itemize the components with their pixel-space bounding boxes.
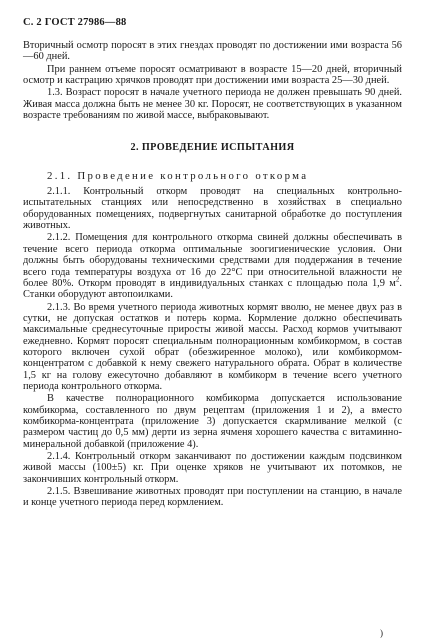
section-title: 2. ПРОВЕДЕНИЕ ИСПЫТАНИЯ (130, 142, 295, 154)
subsection-title: 2.1. Проведение контрольного откорма (47, 169, 309, 182)
paragraph-1-3: 1.3. Возраст поросят в начале учетного периода не должен превышать 90 дней. Живая масса должна быть не менее 30 кг. Поросят, не соответствующих в указанном возрасте требованиям по живой массе, выбраковывают. (23, 87, 402, 122)
paragraph-feed-alternatives: В качестве полнорационного комбикорма допускается использование комбикорма, составленного по двум рецептам (приложения 1 и 2), а вместо комбикорма-концентрата (приложение 3) допускается скармливание мелкой (с размером частиц до 0,5 мм) дерти из зерна ячменя хорошего качества с витаминно-минеральной добавкой (приложение 4). (23, 393, 402, 450)
paragraph-2-1-2 (23, 232, 402, 300)
paragraph-2-1-1: 2.1.1. Контрольный откорм проводят на специальных контрольно-испытательных станциях или непосредственно в хозяйствах в специально оборудованных помещениях, подвергнутых санитарной обработке до поступления животных. (23, 186, 402, 232)
paragraph-2-1-2-text: 2.1.2. Помещения для контрольного откорма свиней должны обеспечивать в течение всего периода откорма оптимальные зоогигиенические условия. Они должны быть оборудованы техническими средствами для поддержания в течение всего года температуры воздуха от 16 до 22°С при относительной влажности не более 80%. Откорм проводят в индивидуальных станках с площадью пола 1,9 м (23, 232, 402, 289)
document-body (23, 40, 402, 510)
paragraph-early-weaning: При раннем отъеме поросят осматривают в возрасте 15—20 дней, вторичный осмотр и кастрацию хрячков проводят при достижении ими возраста 25—30 дней. (23, 63, 402, 87)
paragraph-2-1-5: 2.1.5. Взвешивание животных проводят при поступлении на станцию, в начале и конце учетного периода перед кормлением. (23, 486, 402, 509)
square-meter-superscript: 2 (395, 275, 400, 284)
paragraph-2-1-3: 2.1.3. Во время учетного периода животных кормят вволю, не менее двух раз в сутки, не допуская остатков и потерь корма. Кормление должно обеспечивать максимальные среднесуточные приросты живой массы. Расход кормов учитывают ежедневно. Кормят поросят специальным полнорационным комбикормом, в состав которого включен сухой обрат (обезжиренное молоко), или комбикормом-концентратом с добавкой к нему свежего натурального обрата. Обрат в количестве 1,5 кг на голову ежесуточно добавляют в комбикорм в течение всего учетного периода контрольного откорма. (23, 301, 402, 392)
scan-mark: ) (380, 628, 383, 638)
paragraph-2-1-4: 2.1.4. Контрольный откорм заканчивают по достижении каждым подсвинком живой массы (100±5) кг. При оценке хряков не учитывают их потомков, не закончивших контрольный откорм. (23, 451, 402, 485)
paragraph-continuation: Вторичный осмотр поросят в этих гнездах проводят по достижении ими возраста 56—60 дней. (23, 40, 402, 63)
page-header: С. 2 ГОСТ 27986—88 (23, 17, 127, 28)
paragraph-2-1-2-tail: . Станки оборудуют автопоилками. (23, 277, 402, 301)
